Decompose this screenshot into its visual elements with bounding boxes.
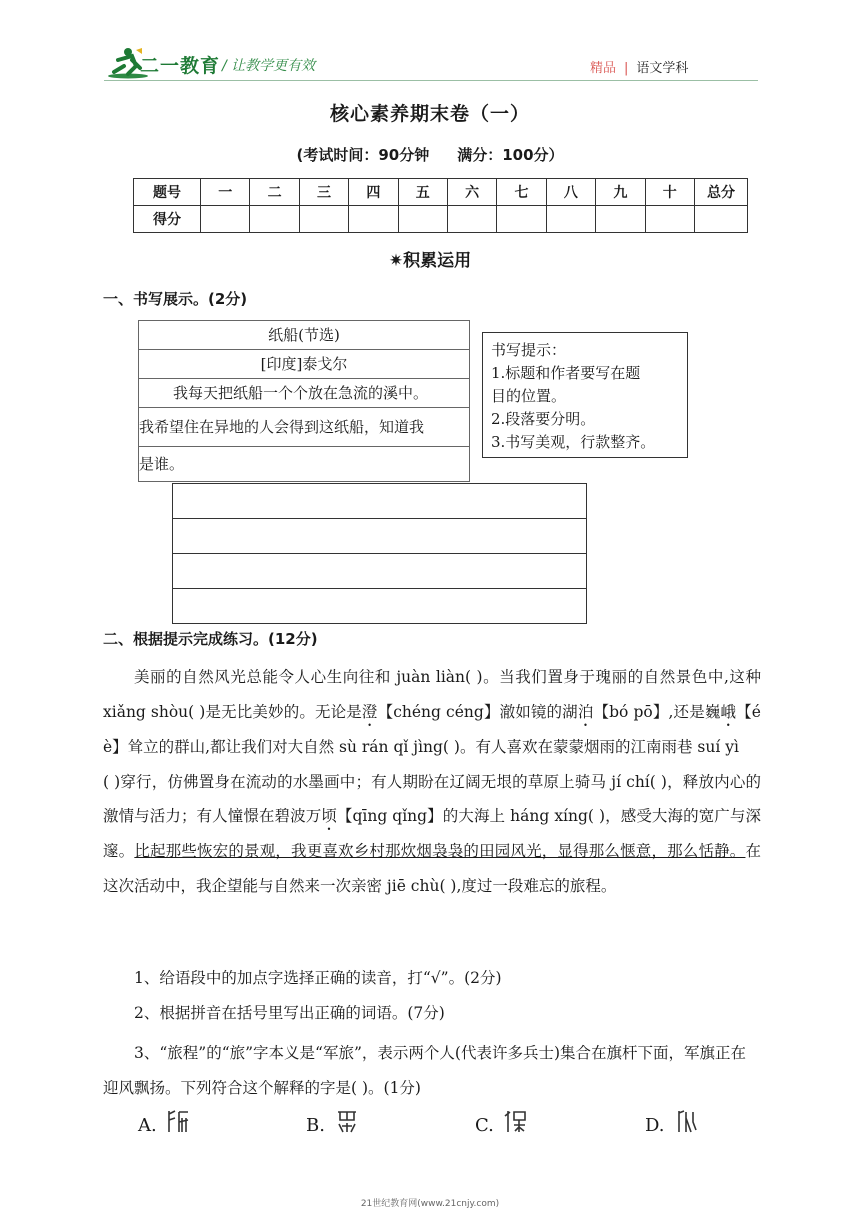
passage-text: 【é è】耸立的群山,都让我们对大自然 sù rán qǐ jìng( )。有人喜欢在蒙蒙烟雨的江南雨巷 suí yì bbox=[103, 702, 761, 756]
exam-time: (考试时间：90分钟 bbox=[296, 146, 430, 164]
score-input-cell[interactable] bbox=[398, 206, 447, 233]
tag-quality: 精品 bbox=[590, 61, 617, 76]
underlined-sentence: 比起那些恢宏的景观，我更喜欢乡村那炊烟袅袅的田园风光，显得那么惬意，那么恬静。 bbox=[134, 842, 746, 861]
tip-item: 3.书写美观，行款整齐。 bbox=[491, 433, 656, 451]
seal-glyph-icon bbox=[504, 1108, 528, 1134]
table-row bbox=[134, 206, 748, 233]
poem-line: 是谁。 bbox=[139, 455, 185, 473]
page-title: 核心素养期末卷（一） bbox=[329, 103, 530, 125]
passage-paragraph bbox=[103, 765, 761, 904]
sub-question-1: 1、给语段中的加点字选择正确的读音，打“√”。(2分) bbox=[134, 969, 502, 987]
tips-title: 书写提示： bbox=[491, 341, 567, 359]
passage-text: 在这次活动中，我企望能与自然来一次亲密 jiē chù( ),度过一段难忘的旅程。 bbox=[103, 842, 761, 896]
table-cell: 题号 bbox=[134, 179, 201, 206]
option-label: B. bbox=[306, 1115, 325, 1136]
seal-glyph-icon bbox=[674, 1108, 698, 1134]
passage-text: 【bó pō】,还是巍 bbox=[593, 702, 721, 721]
table-cell: 九 bbox=[596, 179, 645, 206]
dotted-char: 泊 bbox=[577, 702, 594, 721]
score-input-cell[interactable] bbox=[497, 206, 546, 233]
writing-line[interactable] bbox=[173, 554, 586, 589]
table-cell: 十 bbox=[645, 179, 694, 206]
score-input-cell[interactable] bbox=[695, 206, 748, 233]
seal-glyph-icon bbox=[335, 1108, 359, 1134]
writing-tips-box bbox=[482, 332, 688, 458]
poem-line: 我每天把纸船一个个放在急流的溪中。 bbox=[139, 379, 469, 408]
dotted-char: 顷 bbox=[321, 807, 337, 826]
table-cell: 得分 bbox=[134, 206, 201, 233]
header-tags: 精品 | 语文学科 bbox=[590, 61, 689, 76]
score-input-cell[interactable] bbox=[596, 206, 645, 233]
writing-line[interactable] bbox=[173, 589, 586, 623]
poem-author: [印度]泰戈尔 bbox=[139, 350, 469, 379]
exam-score: 满分：100分） bbox=[457, 146, 564, 164]
score-input-cell[interactable] bbox=[447, 206, 496, 233]
tag-subject: 语文学科 bbox=[636, 61, 689, 76]
table-cell: 六 bbox=[447, 179, 496, 206]
writing-area[interactable] bbox=[172, 483, 587, 624]
exam-info bbox=[0, 144, 860, 165]
poem-box bbox=[138, 320, 470, 482]
passage-text: 【chéng céng】澈如镜的湖 bbox=[377, 702, 578, 721]
sub-question-2: 2、根据拼音在括号里写出正确的词语。(7分) bbox=[134, 1004, 445, 1022]
score-input-cell[interactable] bbox=[299, 206, 348, 233]
writing-line[interactable] bbox=[173, 519, 586, 554]
poem-title: 纸船(节选) bbox=[139, 321, 469, 350]
table-cell: 四 bbox=[349, 179, 398, 206]
passage-text: 【qīng qǐng】的大海上 háng xíng( )，感受大海的宽广与深邃。 bbox=[103, 807, 761, 861]
passage-text: ( )穿行，仿佛置身在流动的水墨画中；有人期盼在辽阔无垠的草原上骑马 jí chí( )，释放内心的激情与活力；有人憧憬在碧波万 bbox=[103, 772, 761, 826]
tip-item: 2.段落要分明。 bbox=[491, 410, 596, 428]
table-cell: 五 bbox=[398, 179, 447, 206]
score-input-cell[interactable] bbox=[349, 206, 398, 233]
option-a[interactable] bbox=[138, 1108, 190, 1136]
option-label: A. bbox=[138, 1115, 157, 1136]
passage-text: 美丽的自然风光总能令人心生向往和 juàn liàn( )。当我们置身于瑰丽的自然景色中,这种 xiǎng shòu( )是无比美妙的。无论是 bbox=[103, 668, 761, 721]
seal-glyph-icon bbox=[166, 1108, 190, 1134]
sub-question-3: 3、“旅程”的“旅”字本义是“军旅”，表示两个人(代表许多兵士)集合在旗杆下面，军旗正在迎风飘扬。下列符合这个解释的字是( )。(1分) bbox=[103, 1044, 747, 1097]
table-cell: 一 bbox=[201, 179, 250, 206]
writing-line[interactable] bbox=[173, 484, 586, 519]
header-divider bbox=[104, 80, 758, 81]
score-table bbox=[133, 178, 748, 233]
score-input-cell[interactable] bbox=[250, 206, 299, 233]
tip-item: 1.标题和作者要写在题 bbox=[491, 364, 641, 382]
footer-source: 21世纪教育网(www.21cnjy.com) bbox=[360, 1199, 500, 1209]
section-title: ✷积累运用 bbox=[388, 251, 472, 271]
option-label: C. bbox=[475, 1115, 494, 1136]
reading-passage bbox=[103, 660, 761, 904]
brand-slogan: / 让教学更有效 bbox=[222, 58, 316, 74]
poem-line: 我希望住在异地的人会得到这纸船，知道我 bbox=[139, 408, 469, 447]
option-c[interactable] bbox=[475, 1108, 528, 1136]
table-row bbox=[134, 179, 748, 206]
dotted-char: 峨 bbox=[720, 702, 737, 721]
option-d[interactable] bbox=[645, 1108, 698, 1136]
brand-name: 二一教育 bbox=[140, 55, 221, 77]
score-input-cell[interactable] bbox=[546, 206, 595, 233]
passage-paragraph bbox=[103, 660, 761, 765]
table-cell: 三 bbox=[299, 179, 348, 206]
score-input-cell[interactable] bbox=[201, 206, 250, 233]
option-b[interactable] bbox=[306, 1108, 359, 1136]
table-cell: 七 bbox=[497, 179, 546, 206]
table-cell: 八 bbox=[546, 179, 595, 206]
table-cell: 二 bbox=[250, 179, 299, 206]
option-label: D. bbox=[645, 1115, 665, 1136]
tip-item: 目的位置。 bbox=[491, 387, 567, 405]
dotted-char: 澄 bbox=[361, 702, 378, 721]
question-1-heading: 一、书写展示。(2分) bbox=[103, 290, 248, 308]
table-cell: 总分 bbox=[695, 179, 748, 206]
question-2-heading: 二、根据提示完成练习。(12分) bbox=[103, 630, 318, 648]
score-input-cell[interactable] bbox=[645, 206, 694, 233]
